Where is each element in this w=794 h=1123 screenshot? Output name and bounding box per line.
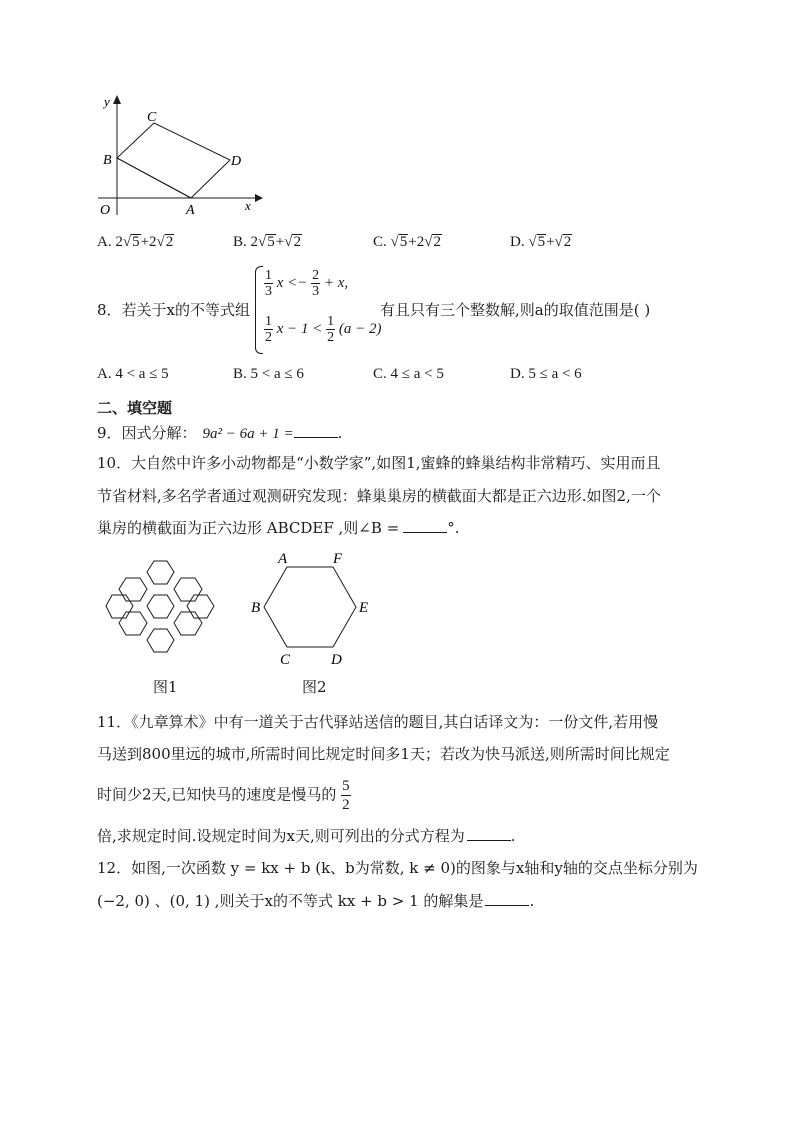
q7-coordinate-figure bbox=[90, 90, 270, 220]
vertex-c-label: C bbox=[280, 652, 291, 668]
axis-x-label: x bbox=[245, 198, 251, 213]
q12-answer-blank bbox=[485, 893, 529, 906]
vertex-f-label: F bbox=[333, 551, 343, 567]
vertex-b-label: B bbox=[251, 600, 261, 616]
q8-inequality-2: $\frac{1}{2}$ x − 1 < $\frac{1}{2}$ (a − 2) bbox=[265, 314, 382, 345]
q11-line-4: 倍,求规定时间.设规定时间为x天,则可列出的分式方程为 . bbox=[97, 827, 516, 845]
axis-y-label: y bbox=[104, 94, 110, 109]
point-d-label: D bbox=[231, 154, 242, 169]
q8-option-c: C. 4 ≤ a < 5 bbox=[373, 366, 444, 382]
q8-option-b: B. 5 < a ≤ 6 bbox=[233, 366, 304, 382]
q7-option-c: C. √5+2√2 bbox=[373, 234, 441, 250]
q7-option-b: B. 2√5+√2 bbox=[233, 234, 301, 250]
q8-prefix: 8．若关于x的不等式组 bbox=[97, 301, 251, 319]
fig2-caption: 图2 bbox=[302, 678, 327, 696]
section-title: 二、填空题 bbox=[97, 399, 173, 417]
point-a-label: A bbox=[186, 203, 195, 218]
q11-line-1: 11．《九章算术》中有一道关于古代驿站送信的题目,其白话译文为：一份文件,若用慢 bbox=[97, 713, 659, 731]
vertex-a-label: A bbox=[278, 551, 288, 567]
q12-line-1: 12．如图,一次函数 y = kx + b (k、b为常数, k ≠ 0)的图象与x轴和y轴的交点坐标分别为 bbox=[97, 859, 698, 877]
q10-line-1: 10．大自然中许多小动物都是“小数学家”,如图1,蜜蜂的蜂巢结构非常精巧、实用而且 bbox=[97, 454, 661, 472]
point-c-label: C bbox=[147, 110, 157, 125]
q9: 9．因式分解： 9a² − 6a + 1 = . bbox=[97, 424, 343, 442]
q11-line-2: 马送到800里远的城市,所需时间比规定时间多1天；若改为快马派送,则所需时间比规定 bbox=[97, 745, 670, 763]
q11-line-3: 时间少2天,已知快马的速度是慢马的 $\frac{5}{2}$ bbox=[97, 778, 350, 813]
q12-line-2: (−2, 0) 、(0, 1) ,则关于x的不等式 kx + b > 1 的解集是 . bbox=[97, 892, 535, 910]
q10-answer-blank bbox=[403, 520, 447, 533]
fig1-caption: 图1 bbox=[153, 678, 178, 696]
vertex-d-label: D bbox=[331, 652, 342, 668]
q8-suffix: 有且只有三个整数解,则a的取值范围是( ) bbox=[380, 301, 651, 319]
point-b-label: B bbox=[103, 153, 112, 168]
q10-line-3: 巢房的横截面为正六边形 ABCDEF ,则∠B = °. bbox=[97, 519, 460, 537]
q11-answer-blank bbox=[467, 828, 511, 841]
q8-option-d: D. 5 ≤ a < 6 bbox=[510, 366, 582, 382]
q10-line-2: 节省材料,多名学者通过观测研究发现：蜂巢巢房的横截面大都是正六边形.如图2,一个 bbox=[97, 487, 661, 505]
q7-option-d: D. √5+√2 bbox=[510, 234, 572, 250]
q8-option-a: A. 4 < a ≤ 5 bbox=[97, 366, 169, 382]
hexagon-figure bbox=[245, 548, 375, 670]
honeycomb-figure bbox=[105, 555, 215, 665]
q9-answer-blank bbox=[294, 425, 338, 438]
q8-brace bbox=[255, 266, 263, 354]
vertex-e-label: E bbox=[359, 600, 369, 616]
q7-option-a: A. 2√5+2√2 bbox=[97, 234, 174, 250]
origin-label: O bbox=[100, 203, 111, 218]
q8-inequality-1: $\frac{1}{3}$ x <− $\frac{2}{3}$ + x, bbox=[265, 268, 349, 299]
